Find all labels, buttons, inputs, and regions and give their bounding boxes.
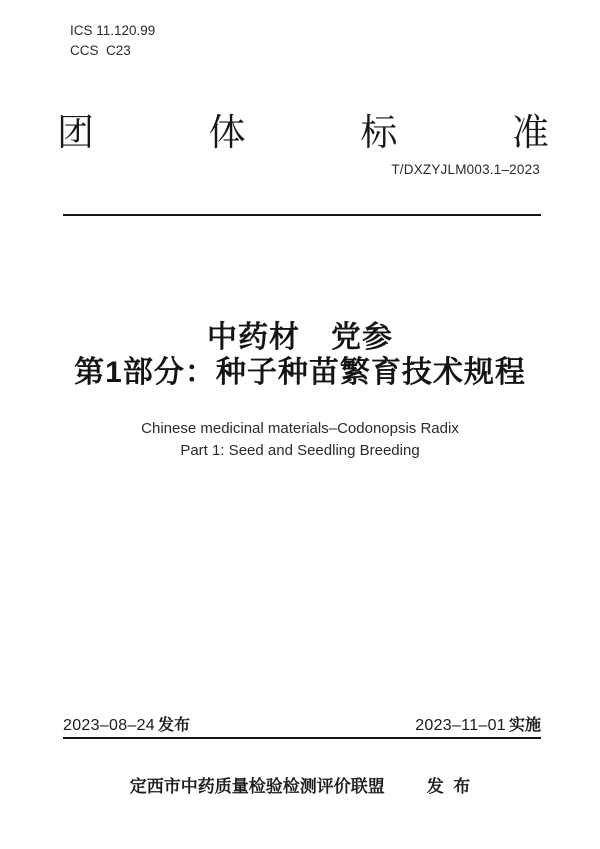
issue-date-item: [63, 712, 190, 735]
doc-type-char: 体: [208, 112, 246, 153]
implement-date: 2023–11–01: [415, 717, 506, 734]
doc-type-heading: [57, 102, 549, 156]
ics-code: ICS 11.120.99: [70, 23, 156, 38]
doc-type-char: 准: [511, 112, 549, 153]
issue-date: 2023–08–24: [63, 717, 155, 734]
issue-label: 发布: [157, 717, 190, 734]
title-cn-line1: 中药材 党参: [207, 321, 393, 354]
bottom-divider: [63, 737, 541, 739]
dates-row: [63, 712, 541, 735]
ccs-code: CCS C23: [70, 43, 131, 58]
document-title-en: [0, 418, 600, 462]
classification-codes: [70, 21, 155, 61]
title-en-line2: Part 1: Seed and Seedling Breeding: [180, 442, 420, 459]
implement-label: 实施: [508, 717, 541, 734]
document-title-cn: [0, 320, 600, 390]
doc-type-char: 团: [57, 112, 94, 153]
top-divider: [63, 214, 541, 216]
publisher-name: 定西市中药质量检验检测评价联盟: [129, 777, 385, 796]
title-cn-line2: 第1部分：种子种苗繁育技术规程: [74, 356, 526, 389]
implement-date-item: [415, 712, 541, 735]
title-en-line1: Chinese medicinal materials–Codonopsis Radix: [141, 420, 459, 437]
publisher-row: [0, 772, 600, 797]
publish-label: 发 布: [426, 777, 471, 796]
doc-type-char: 标: [360, 112, 398, 153]
standard-number: T/DXZYJLM003.1–2023: [391, 162, 540, 177]
